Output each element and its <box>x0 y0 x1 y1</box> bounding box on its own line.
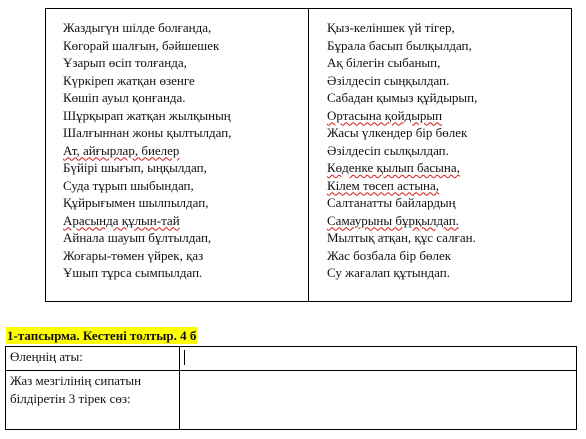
poem-line: Су жағалап құтындап. <box>327 265 450 280</box>
poem-line: Самаурыны бұрқылдап. <box>327 212 459 228</box>
poem-line: Кілем төсеп астына, <box>327 177 440 193</box>
poem-line: Ұшып тұрса сымпылдап. <box>63 265 203 280</box>
poem-line: Жаздыгүн шілде болғанда, <box>63 20 212 35</box>
poem-line: Ақ білегін сыбанып, <box>327 55 441 70</box>
poem-left-column <box>63 19 231 282</box>
poem-line: Жоғары-төмен үйрек, қаз <box>63 247 204 263</box>
poem-line: Әзілдесіп сыңқылдап. <box>327 72 450 88</box>
poem-line: Шалғыннан жоны қылтылдап, <box>63 125 232 140</box>
poem-line: Көгорай шалғын, бәйшешек <box>63 37 220 53</box>
row-label-poem-title: Өлеңнің аты: <box>6 347 180 371</box>
poem-column-divider <box>308 9 309 301</box>
poem-line: Күркіреп жатқан өзенге <box>63 72 195 88</box>
poem-line: Бүйірі шығып, ыңқылдап, <box>63 160 207 175</box>
poem-line: Жас бозбала бір бөлек <box>327 247 452 263</box>
poem-right-column <box>327 19 477 282</box>
poem-line: Көденке қылып басына, <box>327 160 460 175</box>
poem-line: Жасы үлкендер бір бөлек <box>327 125 468 140</box>
task-title: 1-тапсырма. Кестені толтыр. 4 б <box>7 328 197 343</box>
poem-line: Айнала шауып бұлтылдап, <box>63 230 212 245</box>
poem-line: Бұрала басып былқылдап, <box>327 37 472 53</box>
poem-line: Сабадан қымыз құйдырып, <box>327 90 478 105</box>
table-row <box>6 371 577 430</box>
poem-line: Шұрқырап жатқан жылқының <box>63 107 231 123</box>
text-cursor <box>184 350 185 365</box>
answer-cell-poem-title[interactable] <box>180 347 577 371</box>
poem-line: Ұзарып өсіп толғанда, <box>63 55 187 70</box>
poem-line: Көшіп ауыл қонғанда. <box>63 90 186 105</box>
poem-line: Ортасына қойдырып <box>327 107 443 123</box>
poem-line: Әзілдесіп сылқылдап. <box>327 142 449 158</box>
poem-line: Мылтық атқан, құс салған. <box>327 230 476 245</box>
poem-line: Құйрығымен шылпылдап, <box>63 195 209 210</box>
poem-line: Арасында құлын-тай <box>63 212 180 228</box>
row-label-keywords: Жаз мезгілінің сипатын білдіретін 3 тірек сөз: <box>6 371 180 430</box>
answer-table <box>5 346 577 430</box>
poem-table <box>45 8 572 302</box>
poem-line: Суда тұрып шыбындап, <box>63 177 194 193</box>
answer-cell-keywords[interactable] <box>180 371 577 430</box>
poem-line: Қыз-келіншек үй тігер, <box>327 20 455 35</box>
poem-line: Салтанатты байлардың <box>327 195 456 210</box>
table-row <box>6 347 577 371</box>
poem-line: Ат, айғырлар, биелер <box>63 142 180 158</box>
